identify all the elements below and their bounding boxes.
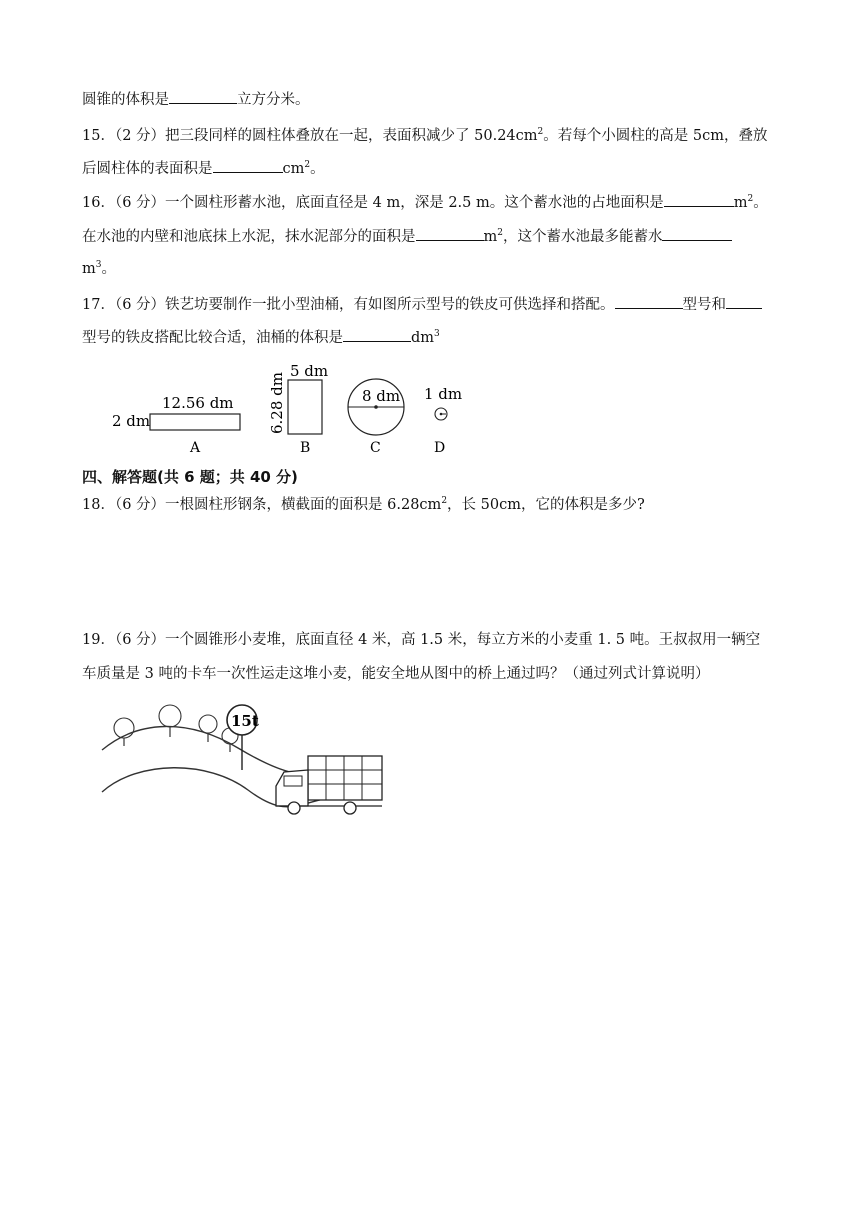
q18-text-a: 18．（6 分）一根圆柱形钢条，横截面的面积是 6.28cm: [82, 497, 442, 513]
q14-answer-blank[interactable]: [169, 89, 237, 104]
section-heading: 四、解答题(共 6 题；共 40 分): [82, 468, 298, 486]
sheet-d-center: [440, 413, 443, 416]
q16-end-1: 。: [753, 195, 768, 211]
q16-answer-blank-1[interactable]: [664, 192, 734, 207]
tree-icon: [199, 715, 217, 742]
q18-sup: 2: [441, 496, 448, 507]
q16-sup1: 2: [747, 194, 754, 205]
q16-line3: [82, 259, 116, 279]
sheet-c-center: [374, 405, 378, 409]
q16-line2: [82, 226, 732, 247]
q14-unit: 立方分米。: [237, 92, 310, 108]
q16-answer-blank-2[interactable]: [416, 226, 484, 241]
q15-sup1: 2: [537, 127, 544, 138]
q16-sup3: 3: [95, 260, 102, 271]
sheet-b-letter: B: [300, 440, 311, 456]
q17-line1: [82, 294, 762, 315]
q14-text: 圆锥的体积是: [82, 92, 169, 108]
q16-text-c: ，这个蓄水池最多能蓄水: [502, 229, 663, 245]
sheet-b-height-label: 6.28 dm: [268, 372, 286, 434]
sheet-b-width-label: 5 dm: [290, 362, 329, 380]
q16-end-3: 。: [101, 261, 116, 277]
q16-line1: [82, 192, 768, 213]
sheet-b-rect: [288, 380, 322, 434]
weight-limit-sign-icon: [227, 705, 259, 770]
sheet-a-width-label: 12.56 dm: [162, 394, 234, 412]
q17-text-c: 型号的铁皮搭配比较合适，油桶的体积是: [82, 330, 343, 346]
q18-text-b: ，长 50cm，它的体积是多少?: [447, 497, 645, 513]
tree-icon: [114, 718, 134, 746]
sheet-d-letter: D: [434, 440, 446, 456]
sheet-a-letter: A: [190, 440, 201, 456]
q14-tail: [82, 89, 310, 110]
q16-sup2: 2: [497, 228, 503, 239]
q16-unit-1: m: [733, 195, 748, 211]
q15-sup2: 2: [304, 160, 311, 171]
q18-line: [82, 495, 645, 515]
q17-answer-blank-3[interactable]: [343, 327, 411, 342]
sheet-c-diameter-label: 8 dm: [362, 387, 401, 405]
sheet-a-height-label: 2 dm: [112, 412, 151, 430]
q15-answer-blank[interactable]: [213, 158, 283, 173]
q19-line1: 19．（6 分）一个圆锥形小麦堆，底面直径 4 米，高 1.5 米，每立方米的小麦重 1. 5 吨。王叔叔用一辆空: [82, 632, 761, 648]
q16-text-a: 16．（6 分）一个圆柱形蓄水池，底面直径是 4 m，深是 2.5 m。这个蓄水池的占地面积是: [82, 195, 664, 211]
q15-text-b: 。若每个小圆柱的高是 5cm，叠放: [543, 128, 768, 144]
sheet-a-rect: [150, 414, 240, 430]
q15-text-a: 15．（2 分）把三段同样的圆柱体叠放在一起，表面积减少了 50.24cm: [82, 128, 538, 144]
hill-outline: [102, 726, 338, 774]
q17-answer-blank-2[interactable]: [726, 294, 762, 309]
q17-sup: 3: [434, 329, 440, 340]
q17-sheet-figure: [100, 360, 470, 460]
q16-text-b: 在水池的内壁和池底抹上水泥，抹水泥部分的面积是: [82, 229, 416, 245]
q15-line1: [82, 126, 767, 146]
tree-icon: [159, 705, 181, 737]
q15-line2: [82, 158, 325, 179]
q17-line2: [82, 327, 440, 348]
truck-icon: [276, 756, 382, 814]
q19-bridge-figure: [98, 700, 388, 820]
q19-line2: 车质量是 3 吨的卡车一次性运走这堆小麦，能安全地从图中的桥上通过吗？（通过列式计算说明）: [82, 666, 710, 682]
weight-limit-label: 15t: [231, 712, 259, 730]
q17-answer-blank-1[interactable]: [615, 294, 683, 309]
q16-unit-3: m: [82, 261, 96, 277]
q16-unit-2: m: [483, 229, 498, 245]
q17-text-b: 型号和: [682, 297, 727, 313]
sheet-c-letter: C: [370, 440, 381, 456]
q16-answer-blank-3[interactable]: [662, 226, 732, 241]
q17-text-a: 17．（6 分）铁艺坊要制作一批小型油桶，有如图所示型号的铁皮可供选择和搭配。: [82, 297, 615, 313]
q15-text-c: 后圆柱体的表面积是: [82, 161, 213, 177]
sheet-d-diameter-label: 1 dm: [424, 385, 463, 403]
q15-end: 。: [310, 161, 325, 177]
q15-unit: cm: [282, 161, 305, 177]
q17-unit: dm: [411, 330, 435, 346]
